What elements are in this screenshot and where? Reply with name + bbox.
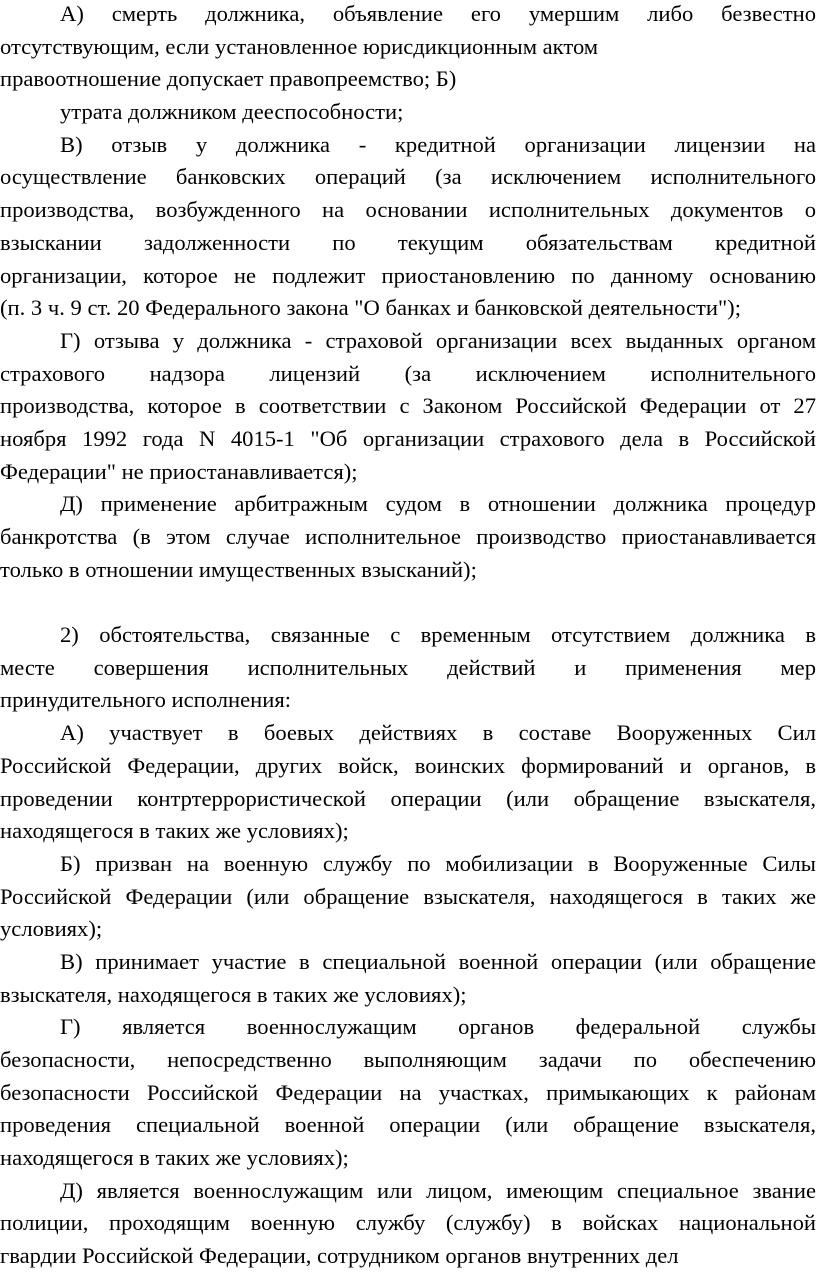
text-line: организации, которое не подлежит приостановлению по данному основанию [0,262,816,288]
text-line: Д) является военнослужащим или лицом, имеющим специальное звание [60,1177,816,1203]
text-line: Б) призван на военную службу по мобилизации в Вооруженные Силы [60,850,816,876]
text-line: безопасности Российской Федерации на участках, примыкающих к районам [0,1079,816,1105]
text-line: А) смерть должника, объявление его умершим либо безвестно [60,1,816,26]
text-line: Российской Федерации (или обращение взыскателя, находящегося в таких же [0,883,816,909]
blank-line [0,586,816,619]
text-line: А) участвует в боевых действиях в составе Вооруженных Сил [60,720,816,746]
text-line: правоотношение допускает правопреемство; Б) [0,66,457,92]
text-line: гвардии Российской Федерации, сотрудником органов внутренних дел [0,1243,679,1269]
text-line: страхового надзора лицензий (за исключением исполнительного [0,360,816,386]
text-line: только в отношении имущественных взысканий); [0,556,477,582]
text-line: осуществление банковских операций (за исключением исполнительного [0,164,816,190]
text-line: месте совершения исполнительных действий и применения мер [0,654,816,680]
text-line: ноября 1992 года N 4015-1 "Об организации страхового дела в Российской [0,425,816,451]
text-line: В) принимает участие в специальной военной операции (или обращение [60,948,816,974]
text-line: утрата должником дееспособности; [60,99,404,125]
text-line: находящегося в таких же условиях); [0,1145,349,1171]
text-line: принудительного исполнения: [0,687,292,713]
text-line: Г) является военнослужащим органов федеральной службы [60,1014,816,1040]
text-line: отсутствующим, если установленное юрисдикционным актом [0,33,599,59]
text-line: В) отзыв у должника - кредитной организации лицензии на [60,131,816,157]
text-line: проведении контртеррористической операции (или обращение взыскателя, [0,785,816,811]
text-line: банкротства (в этом случае исполнительное производство приостанавливается [0,524,816,549]
text-line: Российской Федерации, других войск, воинских формирований и органов, в [0,752,816,778]
text-line: условиях); [0,916,103,942]
text-line: Д) применение арбитражным судом в отношении должника процедур [60,491,816,517]
text-line: Г) отзыва у должника - страховой организации всех выданных органом [60,327,816,353]
text-line: взыскателя, находящегося в таких же условиях); [0,981,467,1007]
text-line: безопасности, непосредственно выполняющим задачи по обеспечению [0,1047,816,1072]
text-line: (п. 3 ч. 9 ст. 20 Федерального закона "О банках и банковской деятельности"); [0,295,741,321]
text-line: Федерации" не приостанавливается); [0,458,358,484]
text-line: производства, возбужденного на основании исполнительных документов о [0,197,816,223]
text-line: производства, которое в соответствии с Законом Российской Федерации от 27 [0,393,816,419]
text-line: 2) обстоятельства, связанные с временным отсутствием должника в [60,622,816,648]
text-line: полиции, проходящим военную службу (службу) в войсках национальной [0,1210,816,1236]
text-line: взыскании задолженности по текущим обязательствам кредитной [0,229,816,255]
text-line: находящегося в таких же условиях); [0,818,349,844]
text-line: проведения специальной военной операции (или обращение взыскателя, [0,1112,816,1138]
